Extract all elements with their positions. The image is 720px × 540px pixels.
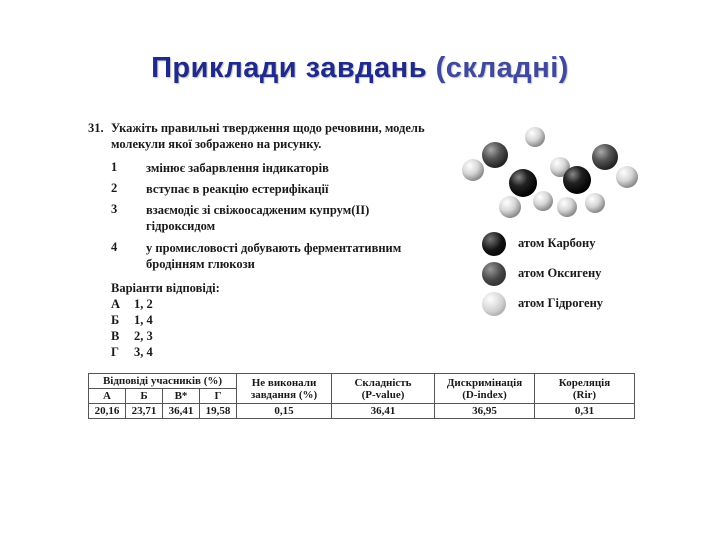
table-row xyxy=(89,374,635,389)
question-number: 31. xyxy=(88,121,104,135)
statistics-table xyxy=(88,373,635,419)
column-header-line: Кореляція xyxy=(558,376,611,389)
column-header-line: (Rir) xyxy=(572,388,597,401)
column-header-line: Дискримінація xyxy=(446,376,523,389)
answers-title: Варіанти відповіді: xyxy=(111,281,220,295)
carbon-atom xyxy=(509,169,537,197)
answer-value-cell-v: 36,41 xyxy=(163,404,200,419)
answer-letter-b: Б xyxy=(111,313,120,327)
column-header-difficulty xyxy=(332,374,435,404)
column-header-line: (D-index) xyxy=(462,388,507,401)
answer-header-g: Г xyxy=(200,389,237,404)
answer-value-g: 3, 4 xyxy=(134,345,153,359)
option-number-1: 1 xyxy=(111,160,118,174)
correlation-value: 0,31 xyxy=(535,404,635,419)
option-number-4: 4 xyxy=(111,240,118,254)
answer-header-v: В* xyxy=(163,389,200,404)
column-header-not-done xyxy=(237,374,332,404)
slide-title-main: Приклади завдань xyxy=(151,52,428,84)
discrimination-value: 36,95 xyxy=(435,404,535,419)
slide-title xyxy=(0,52,720,85)
answer-header-b: Б xyxy=(126,389,163,404)
oxygen-atom xyxy=(592,144,618,170)
molecule-model xyxy=(455,125,655,235)
question-text: Укажіть правильні твердження щодо речовини, модель молекули якої зображено на рисунку. xyxy=(111,121,425,151)
legend-oxygen-label: атом Оксигену xyxy=(518,266,602,280)
answer-value-cell-g: 19,58 xyxy=(200,404,237,419)
option-text-4: у промисловості добувають ферментативним бродінням глюкози xyxy=(146,241,402,271)
answer-value-cell-b: 23,71 xyxy=(126,404,163,419)
column-header-line: Складність xyxy=(354,376,412,389)
slide-title-accent: (складні) xyxy=(435,52,569,84)
option-text-2: вступає в реакцію естерифікації xyxy=(146,182,329,196)
answer-letter-g: Г xyxy=(111,345,119,359)
hydrogen-atom xyxy=(533,191,553,211)
answer-header-a: А xyxy=(89,389,126,404)
answer-value-b: 1, 4 xyxy=(134,313,153,327)
hydrogen-atom xyxy=(525,127,545,147)
column-header-line: (P-value) xyxy=(361,388,405,401)
answer-value-v: 2, 3 xyxy=(134,329,153,343)
oxygen-atom xyxy=(482,142,508,168)
answer-letter-a: А xyxy=(111,297,121,311)
column-header-line: завдання (%) xyxy=(250,388,318,401)
column-header-discrimination xyxy=(435,374,535,404)
answer-value-a: 1, 2 xyxy=(134,297,153,311)
hydrogen-atom xyxy=(585,193,605,213)
legend-oxygen-ball xyxy=(482,262,506,286)
hydrogen-atom xyxy=(616,166,638,188)
answers-group-header: Відповіді учасників (%) xyxy=(89,374,237,389)
option-text-3: взаємодіє зі свіжоосадженим купрум(II) гідроксидом xyxy=(146,203,370,233)
hydrogen-atom xyxy=(557,197,577,217)
not-done-value: 0,15 xyxy=(237,404,332,419)
carbon-atom xyxy=(563,166,591,194)
option-number-3: 3 xyxy=(111,202,118,216)
option-text-1: змінює забарвлення індикаторів xyxy=(146,161,329,175)
answer-letter-v: В xyxy=(111,329,120,343)
legend-carbon-ball xyxy=(482,232,506,256)
answer-value-cell-a: 20,16 xyxy=(89,404,126,419)
table-row xyxy=(89,404,635,419)
column-header-correlation xyxy=(535,374,635,404)
legend-hydrogen-ball xyxy=(482,292,506,316)
column-header-line: Не виконали xyxy=(251,376,317,389)
hydrogen-atom xyxy=(499,196,521,218)
difficulty-value: 36,41 xyxy=(332,404,435,419)
legend-carbon-label: атом Карбону xyxy=(518,236,596,250)
legend-hydrogen-label: атом Гідрогену xyxy=(518,296,604,310)
hydrogen-atom xyxy=(462,159,484,181)
option-number-2: 2 xyxy=(111,181,118,195)
